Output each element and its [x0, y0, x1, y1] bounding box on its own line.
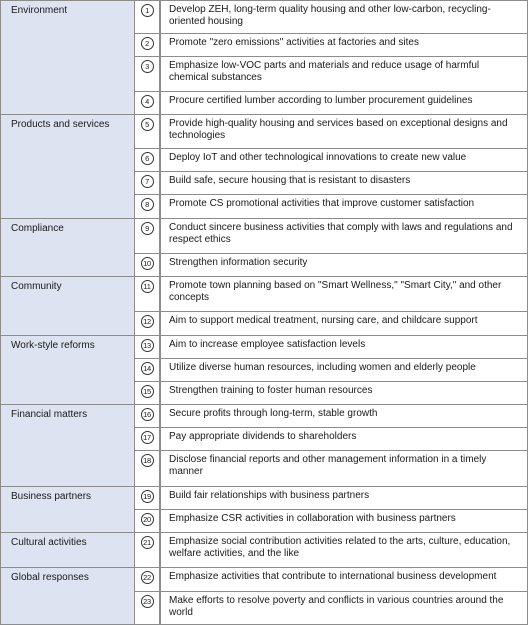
circled-number: 8 — [141, 198, 154, 211]
item-number-cell — [135, 149, 160, 172]
item-number-cell — [135, 381, 160, 404]
category-label: Global responses — [1, 568, 135, 625]
materiality-table-body — [1, 1, 528, 625]
circled-number: 19 — [141, 490, 154, 503]
item-text: Utilize diverse human resources, including women and elderly people — [161, 358, 528, 381]
circled-number: 11 — [141, 280, 154, 293]
category-label: Products and services — [1, 114, 135, 218]
item-number-cell — [135, 428, 160, 451]
item-number-cell — [135, 114, 160, 148]
item-text: Promote town planning based on "Smart Wellness," "Smart City," and other concepts — [161, 277, 528, 312]
item-text: Deploy IoT and other technological innovations to create new value — [161, 149, 528, 172]
item-text: Procure certified lumber according to lumber procurement guidelines — [161, 91, 528, 114]
item-number-cell — [135, 34, 160, 57]
item-number-cell — [135, 591, 160, 625]
table-row — [1, 335, 528, 358]
item-number-cell — [135, 451, 160, 486]
circled-number: 16 — [141, 408, 154, 421]
item-text: Build fair relationships with business partners — [161, 486, 528, 509]
circled-number: 2 — [141, 37, 154, 50]
table-row — [1, 218, 528, 253]
item-number-cell — [135, 57, 160, 91]
category-label: Work-style reforms — [1, 335, 135, 405]
category-label: Financial matters — [1, 405, 135, 487]
category-label: Business partners — [1, 486, 135, 532]
item-number-cell — [135, 335, 160, 358]
circled-number: 4 — [141, 95, 154, 108]
item-number-cell — [135, 312, 160, 335]
item-number-cell — [135, 1, 160, 34]
circled-number: 23 — [141, 595, 154, 608]
circled-number: 22 — [141, 571, 154, 584]
category-label: Community — [1, 277, 135, 335]
table-row — [1, 568, 528, 591]
item-number-cell — [135, 486, 160, 509]
circled-number: 20 — [141, 513, 154, 526]
item-number-cell — [135, 195, 160, 218]
item-number-cell — [135, 277, 160, 312]
table-row — [1, 533, 528, 568]
item-text: Secure profits through long-term, stable growth — [161, 405, 528, 428]
item-text: Provide high-quality housing and services based on exceptional designs and technologies — [161, 114, 528, 148]
item-text: Make efforts to resolve poverty and conflicts in various countries around the world — [161, 591, 528, 625]
item-number-cell — [135, 218, 160, 253]
item-number-cell — [135, 533, 160, 568]
category-label: Cultural activities — [1, 533, 135, 568]
table-row — [1, 1, 528, 34]
table-row — [1, 486, 528, 509]
circled-number: 12 — [141, 315, 154, 328]
item-number-cell — [135, 405, 160, 428]
circled-number: 6 — [141, 152, 154, 165]
item-number-cell — [135, 253, 160, 276]
circled-number: 7 — [141, 175, 154, 188]
circled-number: 3 — [141, 60, 154, 73]
item-text: Develop ZEH, long-term quality housing and other low-carbon, recycling-oriented housing — [161, 1, 528, 34]
circled-number: 17 — [141, 431, 154, 444]
item-number-cell — [135, 568, 160, 591]
item-text: Emphasize social contribution activities related to the arts, culture, education, welfare activities, and the like — [161, 533, 528, 568]
item-number-cell — [135, 509, 160, 532]
circled-number: 15 — [141, 385, 154, 398]
circled-number: 10 — [141, 257, 154, 270]
item-text: Pay appropriate dividends to shareholders — [161, 428, 528, 451]
item-text: Aim to increase employee satisfaction levels — [161, 335, 528, 358]
category-label: Compliance — [1, 218, 135, 276]
circled-number: 5 — [141, 118, 154, 131]
item-text: Promote "zero emissions" activities at factories and sites — [161, 34, 528, 57]
item-number-cell — [135, 91, 160, 114]
item-text: Emphasize low-VOC parts and materials and reduce usage of harmful chemical substances — [161, 57, 528, 91]
category-label: Environment — [1, 1, 135, 115]
item-text: Aim to support medical treatment, nursing care, and childcare support — [161, 312, 528, 335]
circled-number: 18 — [141, 454, 154, 467]
circled-number: 13 — [141, 339, 154, 352]
item-text: Disclose financial reports and other management information in a timely manner — [161, 451, 528, 486]
circled-number: 9 — [141, 222, 154, 235]
table-row — [1, 277, 528, 312]
item-text: Conduct sincere business activities that comply with laws and regulations and respect ethics — [161, 218, 528, 253]
item-text: Emphasize activities that contribute to international business development — [161, 568, 528, 591]
circled-number: 1 — [141, 4, 154, 17]
item-number-cell — [135, 172, 160, 195]
circled-number: 21 — [141, 536, 154, 549]
item-text: Strengthen training to foster human resources — [161, 381, 528, 404]
item-text: Emphasize CSR activities in collaboration with business partners — [161, 509, 528, 532]
item-number-cell — [135, 358, 160, 381]
table-row — [1, 114, 528, 148]
circled-number: 14 — [141, 362, 154, 375]
item-text: Promote CS promotional activities that improve customer satisfaction — [161, 195, 528, 218]
item-text: Strengthen information security — [161, 253, 528, 276]
table-row — [1, 405, 528, 428]
item-text: Build safe, secure housing that is resistant to disasters — [161, 172, 528, 195]
